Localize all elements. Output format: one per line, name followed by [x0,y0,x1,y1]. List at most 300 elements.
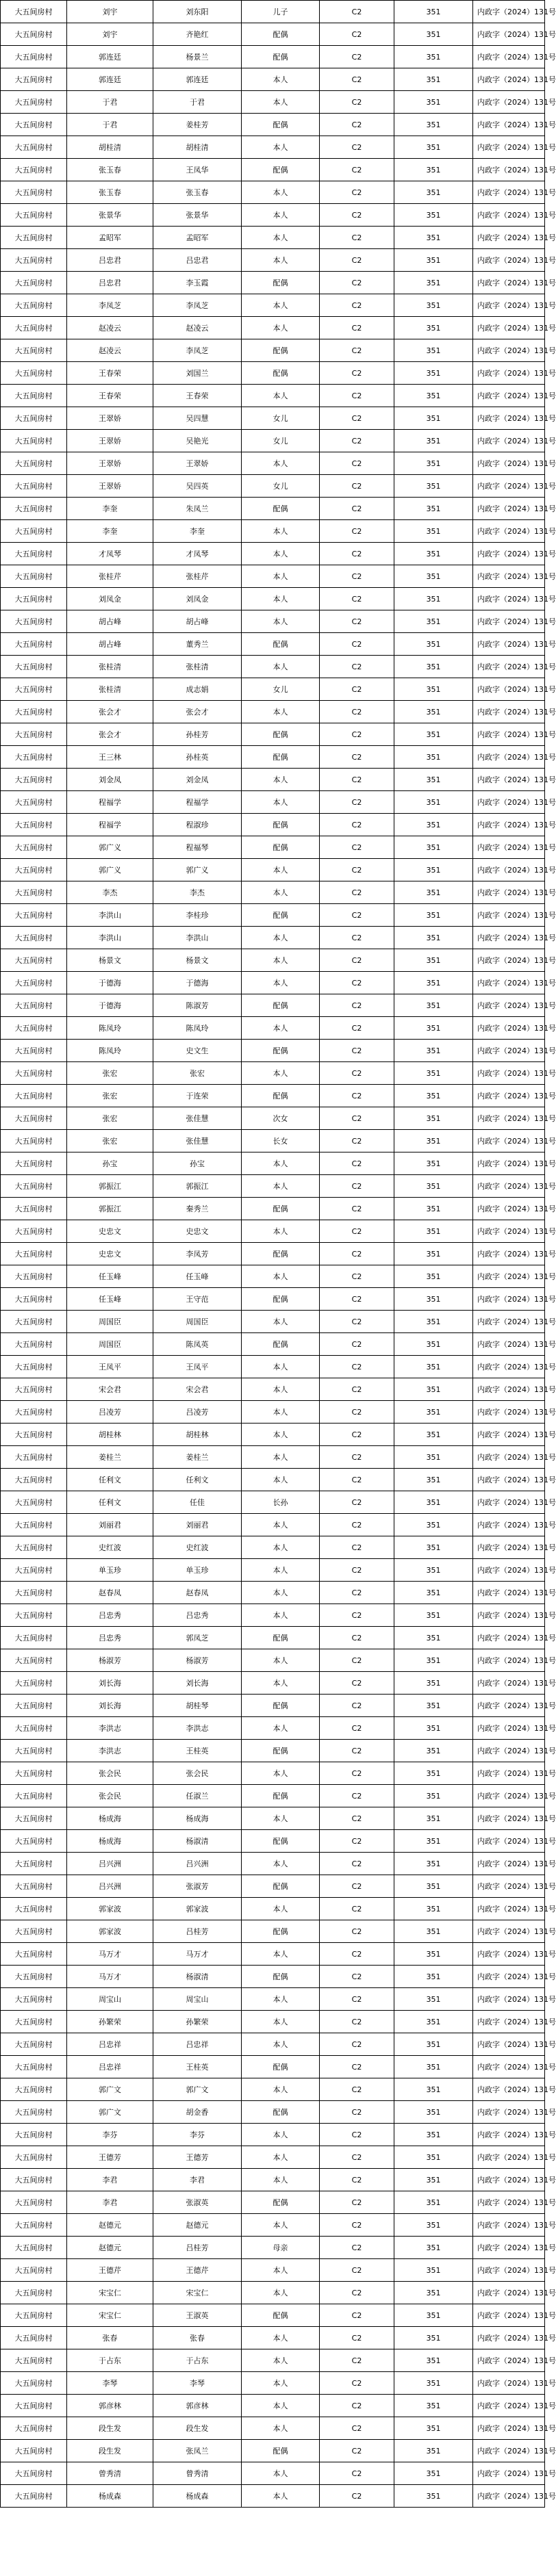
person-name-cell: 孙繁荣 [153,2011,242,2033]
household-head-cell: 刘宇 [67,23,153,46]
village-cell: 大五间房村 [1,1920,67,1943]
village-cell: 大五间房村 [1,994,67,1017]
person-name-cell: 吴艳光 [153,430,242,452]
relation-cell: 本人 [242,181,320,204]
table-row [1,2214,545,2237]
village-cell: 大五间房村 [1,2440,67,2462]
household-head-cell: 张会才 [67,723,153,746]
document-number-cell: 内政字（2024）131号 [473,2237,545,2259]
village-cell: 大五间房村 [1,1627,67,1649]
household-head-cell: 宋宝仁 [67,2304,153,2327]
village-cell: 大五间房村 [1,1582,67,1604]
amount-cell: 351 [394,1424,473,1446]
document-number-cell: 内政字（2024）131号 [473,91,545,114]
category-cell: C2 [320,610,394,633]
amount-cell: 351 [394,2056,473,2078]
table-row [1,294,545,317]
amount-cell: 351 [394,814,473,836]
person-name-cell: 段生发 [153,2417,242,2440]
document-number-cell: 内政字（2024）131号 [473,1536,545,1559]
amount-cell: 351 [394,272,473,294]
household-head-cell: 孟昭军 [67,227,153,249]
amount-cell: 351 [394,1446,473,1469]
amount-cell: 351 [394,1085,473,1107]
household-head-cell: 张桂清 [67,678,153,701]
table-row [1,1582,545,1604]
category-cell: C2 [320,904,394,927]
document-number-cell: 内政字（2024）131号 [473,927,545,949]
amount-cell: 351 [394,2124,473,2146]
category-cell: C2 [320,520,394,543]
document-number-cell: 内政字（2024）131号 [473,2124,545,2146]
document-number-cell: 内政字（2024）131号 [473,1401,545,1424]
relation-cell: 配偶 [242,1785,320,1807]
household-head-cell: 郭广文 [67,2101,153,2124]
relation-cell: 女儿 [242,678,320,701]
category-cell: C2 [320,1333,394,1356]
household-head-cell: 王德芹 [67,2259,153,2282]
household-head-cell: 张桂清 [67,656,153,678]
document-number-cell: 内政字（2024）131号 [473,2214,545,2237]
village-cell: 大五间房村 [1,1378,67,1401]
person-name-cell: 李洪志 [153,1717,242,1740]
person-name-cell: 赵春凤 [153,1582,242,1604]
person-name-cell: 吕桂芳 [153,1920,242,1943]
relation-cell: 本人 [242,1807,320,1830]
household-head-cell: 吕凌芳 [67,1401,153,1424]
table-row [1,452,545,475]
village-cell: 大五间房村 [1,2214,67,2237]
document-number-cell: 内政字（2024）131号 [473,1356,545,1378]
category-cell: C2 [320,68,394,91]
household-head-cell: 周宝山 [67,1988,153,2011]
village-cell: 大五间房村 [1,2417,67,2440]
amount-cell: 351 [394,565,473,588]
village-cell: 大五间房村 [1,1966,67,1988]
relation-cell: 配偶 [242,114,320,136]
person-name-cell: 吕凌芳 [153,1401,242,1424]
amount-cell: 351 [394,362,473,385]
relation-cell: 本人 [242,1536,320,1559]
person-name-cell: 王凤平 [153,1356,242,1378]
table-row [1,1807,545,1830]
relation-cell: 本人 [242,791,320,814]
category-cell: C2 [320,1627,394,1649]
person-name-cell: 孙桂英 [153,746,242,769]
village-cell: 大五间房村 [1,1333,67,1356]
amount-cell: 351 [394,723,473,746]
person-name-cell: 马万才 [153,1943,242,1966]
village-cell: 大五间房村 [1,2237,67,2259]
household-head-cell: 郭振江 [67,1198,153,1220]
amount-cell: 351 [394,91,473,114]
household-head-cell: 姜桂兰 [67,1446,153,1469]
household-head-cell: 郭振江 [67,1175,153,1198]
document-number-cell: 内政字（2024）131号 [473,746,545,769]
amount-cell: 351 [394,204,473,227]
relation-cell: 本人 [242,1017,320,1040]
category-cell: C2 [320,1401,394,1424]
document-number-cell: 内政字（2024）131号 [473,2349,545,2372]
relation-cell: 本人 [242,701,320,723]
relation-cell: 本人 [242,204,320,227]
person-name-cell: 郭振江 [153,1175,242,1198]
category-cell: C2 [320,1740,394,1762]
document-number-cell: 内政字（2024）131号 [473,385,545,407]
amount-cell: 351 [394,475,473,498]
table-body [1,1,556,2508]
table-row [1,1988,545,2011]
village-cell: 大五间房村 [1,1514,67,1536]
table-row [1,1740,545,1762]
amount-cell: 351 [394,543,473,565]
amount-cell: 351 [394,881,473,904]
village-cell: 大五间房村 [1,565,67,588]
amount-cell: 351 [394,904,473,927]
document-number-cell: 内政字（2024）131号 [473,1107,545,1130]
document-number-cell: 内政字（2024）131号 [473,2011,545,2033]
village-cell: 大五间房村 [1,1062,67,1085]
amount-cell: 351 [394,1243,473,1265]
table-row [1,430,545,452]
category-cell: C2 [320,656,394,678]
category-cell: C2 [320,1356,394,1378]
village-cell: 大五间房村 [1,836,67,859]
document-number-cell: 内政字（2024）131号 [473,701,545,723]
table-row [1,2327,545,2349]
amount-cell: 351 [394,2462,473,2485]
person-name-cell: 史忠文 [153,1220,242,1243]
category-cell: C2 [320,1130,394,1152]
document-number-cell: 内政字（2024）131号 [473,452,545,475]
category-cell: C2 [320,227,394,249]
relation-cell: 本人 [242,2485,320,2508]
village-cell: 大五间房村 [1,1491,67,1514]
amount-cell: 351 [394,520,473,543]
document-number-cell: 内政字（2024）131号 [473,1288,545,1311]
category-cell: C2 [320,23,394,46]
amount-cell: 351 [394,249,473,272]
household-head-cell: 王凤平 [67,1356,153,1378]
household-head-cell: 史红波 [67,1536,153,1559]
document-number-cell: 内政字（2024）131号 [473,904,545,927]
amount-cell: 351 [394,1107,473,1130]
household-head-cell: 吕忠君 [67,272,153,294]
amount-cell: 351 [394,46,473,68]
household-head-cell: 于德海 [67,994,153,1017]
household-head-cell: 宋宝仁 [67,2282,153,2304]
table-row [1,2372,545,2395]
village-cell: 大五间房村 [1,1288,67,1311]
table-row [1,1175,545,1198]
household-head-cell: 李洪山 [67,927,153,949]
amount-cell: 351 [394,2237,473,2259]
document-number-cell: 内政字（2024）131号 [473,633,545,656]
village-cell: 大五间房村 [1,2327,67,2349]
household-head-cell: 王翠娇 [67,475,153,498]
person-name-cell: 李凤芳 [153,1243,242,1265]
table-row [1,678,545,701]
document-number-cell: 内政字（2024）131号 [473,1446,545,1469]
table-row [1,1040,545,1062]
household-head-cell: 郭广文 [67,2078,153,2101]
household-head-cell: 吕忠秀 [67,1627,153,1649]
document-number-cell: 内政字（2024）131号 [473,2304,545,2327]
document-number-cell: 内政字（2024）131号 [473,1017,545,1040]
document-number-cell: 内政字（2024）131号 [473,543,545,565]
table-row [1,136,545,159]
table-row [1,656,545,678]
relation-cell: 配偶 [242,2101,320,2124]
document-number-cell: 内政字（2024）131号 [473,1920,545,1943]
relation-cell: 配偶 [242,498,320,520]
category-cell: C2 [320,249,394,272]
relation-cell: 本人 [242,1175,320,1198]
amount-cell: 351 [394,588,473,610]
amount-cell: 351 [394,2259,473,2282]
person-name-cell: 杨淑清 [153,1966,242,1988]
category-cell: C2 [320,678,394,701]
amount-cell: 351 [394,1017,473,1040]
document-number-cell: 内政字（2024）131号 [473,475,545,498]
amount-cell: 351 [394,294,473,317]
person-name-cell: 胡金香 [153,2101,242,2124]
person-name-cell: 程福学 [153,791,242,814]
relation-cell: 本人 [242,1988,320,2011]
household-head-cell: 刘丽君 [67,1514,153,1536]
table-row [1,23,545,46]
document-number-cell: 内政字（2024）131号 [473,520,545,543]
document-number-cell: 内政字（2024）131号 [473,656,545,678]
category-cell: C2 [320,814,394,836]
table-row [1,2349,545,2372]
category-cell: C2 [320,2327,394,2349]
table-row [1,2169,545,2191]
amount-cell: 351 [394,949,473,972]
table-row [1,1649,545,1672]
relation-cell: 本人 [242,227,320,249]
person-name-cell: 李琴 [153,2372,242,2395]
table-row [1,1152,545,1175]
category-cell: C2 [320,769,394,791]
table-row [1,1062,545,1085]
relation-cell: 本人 [242,1717,320,1740]
table-row [1,2078,545,2101]
relation-cell: 配偶 [242,994,320,1017]
relation-cell: 本人 [242,2395,320,2417]
category-cell: C2 [320,2372,394,2395]
person-name-cell: 杨成森 [153,2485,242,2508]
person-name-cell: 张桂芹 [153,565,242,588]
relation-cell: 配偶 [242,1198,320,1220]
category-cell: C2 [320,701,394,723]
relation-cell: 本人 [242,565,320,588]
relation-cell: 配偶 [242,1695,320,1717]
table-row [1,1130,545,1152]
category-cell: C2 [320,1717,394,1740]
category-cell: C2 [320,633,394,656]
category-cell: C2 [320,2078,394,2101]
household-head-cell: 郭广义 [67,859,153,881]
relation-cell: 女儿 [242,475,320,498]
relation-cell: 本人 [242,1604,320,1627]
relation-cell: 本人 [242,769,320,791]
relation-cell: 本人 [242,385,320,407]
household-head-cell: 张会民 [67,1785,153,1807]
village-cell: 大五间房村 [1,2124,67,2146]
person-name-cell: 吕桂芳 [153,2237,242,2259]
document-number-cell: 内政字（2024）131号 [473,2033,545,2056]
category-cell: C2 [320,1469,394,1491]
document-number-cell: 内政字（2024）131号 [473,949,545,972]
table-row [1,385,545,407]
document-number-cell: 内政字（2024）131号 [473,723,545,746]
relation-cell: 配偶 [242,904,320,927]
person-name-cell: 王淑英 [153,2304,242,2327]
table-row [1,1378,545,1401]
amount-cell: 351 [394,1966,473,1988]
relation-cell: 本人 [242,1559,320,1582]
relation-cell: 次女 [242,1107,320,1130]
category-cell: C2 [320,1536,394,1559]
person-name-cell: 胡占峰 [153,610,242,633]
table-row [1,1536,545,1559]
household-head-cell: 胡占峰 [67,610,153,633]
relation-cell: 本人 [242,2146,320,2169]
household-head-cell: 郭家波 [67,1898,153,1920]
village-cell: 大五间房村 [1,927,67,949]
document-number-cell: 内政字（2024）131号 [473,972,545,994]
amount-cell: 351 [394,1875,473,1898]
relation-cell: 配偶 [242,836,320,859]
table-row [1,543,545,565]
village-cell: 大五间房村 [1,588,67,610]
category-cell: C2 [320,339,394,362]
table-row [1,814,545,836]
relation-cell: 配偶 [242,1966,320,1988]
village-cell: 大五间房村 [1,362,67,385]
amount-cell: 351 [394,1469,473,1491]
relation-cell: 本人 [242,2078,320,2101]
category-cell: C2 [320,204,394,227]
amount-cell: 351 [394,1920,473,1943]
document-number-cell: 内政字（2024）131号 [473,1040,545,1062]
person-name-cell: 张桂清 [153,656,242,678]
category-cell: C2 [320,1,394,23]
relation-cell: 本人 [242,317,320,339]
category-cell: C2 [320,1853,394,1875]
category-cell: C2 [320,1604,394,1627]
document-number-cell: 内政字（2024）131号 [473,2259,545,2282]
person-name-cell: 宋会君 [153,1378,242,1401]
household-head-cell: 程福学 [67,791,153,814]
category-cell: C2 [320,362,394,385]
relation-cell: 本人 [242,859,320,881]
relation-cell: 本人 [242,2011,320,2033]
category-cell: C2 [320,1491,394,1514]
relation-cell: 本人 [242,1943,320,1966]
village-cell: 大五间房村 [1,1807,67,1830]
person-name-cell: 吴四慧 [153,407,242,430]
category-cell: C2 [320,949,394,972]
document-number-cell: 内政字（2024）131号 [473,588,545,610]
village-cell: 大五间房村 [1,1107,67,1130]
amount-cell: 351 [394,1853,473,1875]
person-name-cell: 吕忠祥 [153,2033,242,2056]
table-row [1,1356,545,1378]
relation-cell: 本人 [242,520,320,543]
person-name-cell: 张景华 [153,204,242,227]
amount-cell: 351 [394,633,473,656]
person-name-cell: 刘金凤 [153,769,242,791]
amount-cell: 351 [394,1717,473,1740]
document-number-cell: 内政字（2024）131号 [473,1875,545,1898]
table-row [1,2462,545,2485]
amount-cell: 351 [394,430,473,452]
category-cell: C2 [320,1107,394,1130]
relation-cell: 配偶 [242,1830,320,1853]
household-head-cell: 李奎 [67,520,153,543]
household-head-cell: 刘长海 [67,1695,153,1717]
village-cell: 大五间房村 [1,1988,67,2011]
amount-cell: 351 [394,2214,473,2237]
relation-cell: 配偶 [242,1288,320,1311]
village-cell: 大五间房村 [1,2349,67,2372]
person-name-cell: 杨淑清 [153,1830,242,1853]
village-cell: 大五间房村 [1,2462,67,2485]
amount-cell: 351 [394,181,473,204]
document-number-cell: 内政字（2024）131号 [473,272,545,294]
amount-cell: 351 [394,407,473,430]
household-head-cell: 张会民 [67,1762,153,1785]
relation-cell: 本人 [242,1762,320,1785]
category-cell: C2 [320,723,394,746]
relation-cell: 本人 [242,2349,320,2372]
table-row [1,2191,545,2214]
person-name-cell: 王春荣 [153,385,242,407]
document-number-cell: 内政字（2024）131号 [473,68,545,91]
village-cell: 大五间房村 [1,2056,67,2078]
document-number-cell: 内政字（2024）131号 [473,2169,545,2191]
relation-cell: 本人 [242,1649,320,1672]
person-name-cell: 任玉峰 [153,1265,242,1288]
category-cell: C2 [320,452,394,475]
household-head-cell: 吕兴洲 [67,1853,153,1875]
relation-cell: 本人 [242,1853,320,1875]
village-cell: 大五间房村 [1,1672,67,1695]
category-cell: C2 [320,1220,394,1243]
household-head-cell: 任玉峰 [67,1265,153,1288]
document-number-cell: 内政字（2024）131号 [473,339,545,362]
document-number-cell: 内政字（2024）131号 [473,2417,545,2440]
category-cell: C2 [320,1582,394,1604]
document-number-cell: 内政字（2024）131号 [473,1,545,23]
document-number-cell: 内政字（2024）131号 [473,294,545,317]
village-cell: 大五间房村 [1,1446,67,1469]
document-number-cell: 内政字（2024）131号 [473,1424,545,1446]
amount-cell: 351 [394,2191,473,2214]
relation-cell: 配偶 [242,159,320,181]
household-head-cell: 任利文 [67,1469,153,1491]
category-cell: C2 [320,1966,394,1988]
household-head-cell: 马万才 [67,1943,153,1966]
table-row [1,1559,545,1582]
table-row [1,317,545,339]
amount-cell: 351 [394,317,473,339]
amount-cell: 351 [394,1514,473,1536]
household-head-cell: 王翠娇 [67,452,153,475]
village-cell: 大五间房村 [1,633,67,656]
